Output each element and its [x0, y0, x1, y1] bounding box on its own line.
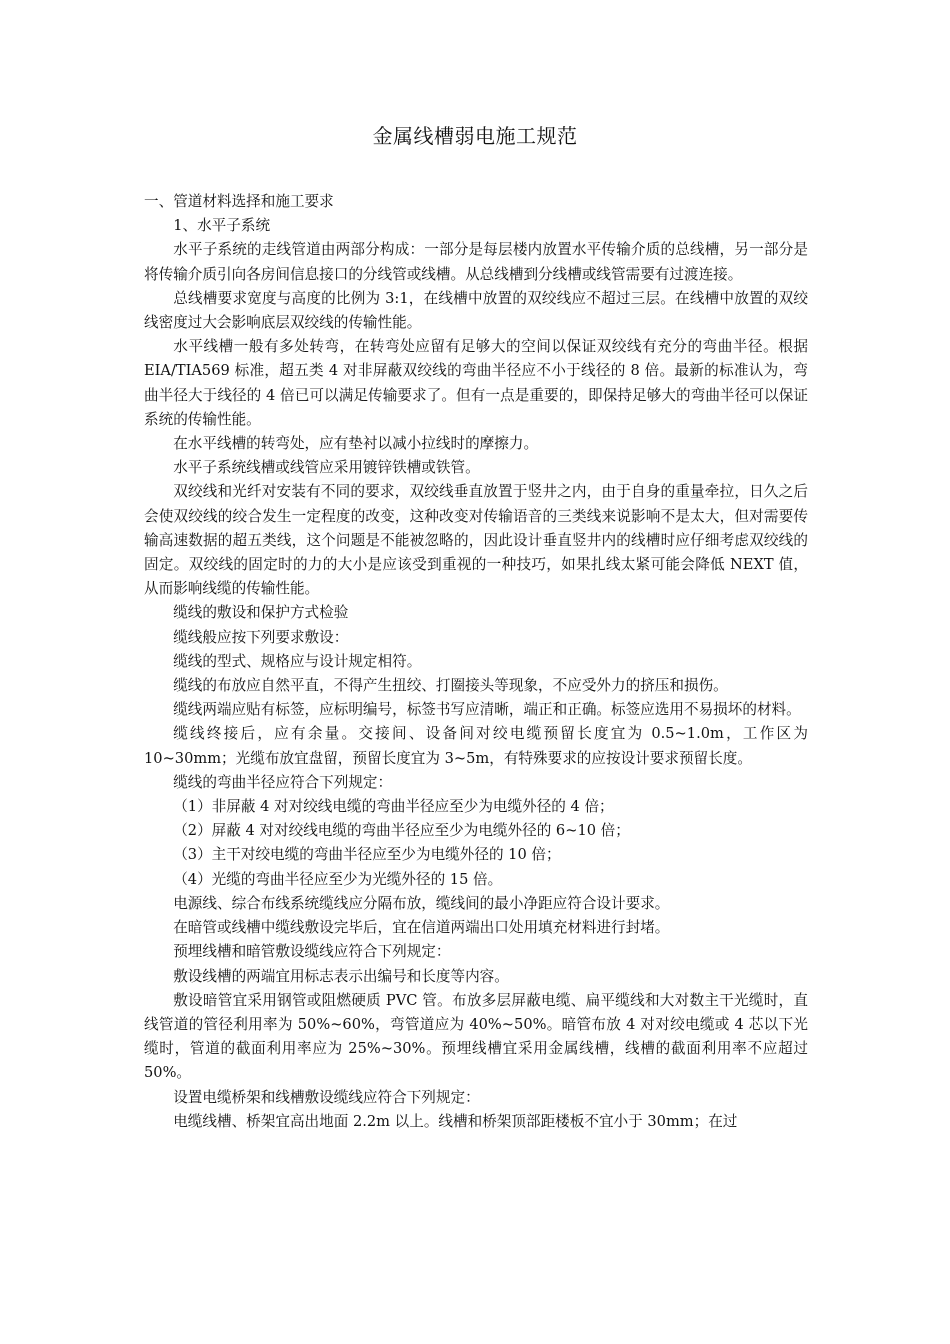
paragraph: 设置电缆桥架和线槽敷设缆线应符合下列规定： — [173, 1088, 480, 1106]
paragraph: 敷设暗管宜采用钢管或阻燃硬质 PVC 管。布放多层屏蔽电缆、扁平缆线和大对数主干光缆时，直线管道的管径利用率为 50%~60%，弯管道应为 40%~50%。暗管布放 4 对对绞电缆或 4 芯以下光缆时，管道的截面利用率应为 25%~30%。预埋线槽宜采用金属线槽，线槽的截面利用率不应超过 50%。 — [144, 991, 808, 1082]
paragraph: 缆线两端应贴有标签，应标明编号，标签书写应清晰，端正和正确。标签应选用不易损坏的材料。 — [173, 701, 801, 719]
paragraph: 缆线的布放应自然平直，不得产生扭绞、打圈接头等现象，不应受外力的挤压和损伤。 — [173, 677, 728, 695]
subsection-heading: 1、水平子系统 — [173, 217, 271, 235]
paragraph: 缆线般应按下列要求敷设： — [173, 628, 349, 646]
paragraph: 在水平线槽的转弯处，应有垫衬以减小拉线时的摩擦力。 — [173, 435, 539, 453]
paragraph: 预埋线槽和暗管敷设缆线应符合下列规定： — [173, 943, 451, 961]
paragraph: 缆线终接后，应有余量。交接间、设备间对绞电缆预留长度宜为 0.5~1.0m，工作区为 10~30mm；光缆布放宜盘留，预留长度宜为 3~5m，有特殊要求的应按设计要求预留长度。 — [144, 725, 808, 767]
paragraph: 电源线、综合布线系统缆线应分隔布放，缆线间的最小净距应符合设计要求。 — [173, 894, 670, 912]
list-item: （3）主干对绞电缆的弯曲半径应至少为电缆外径的 10 倍； — [173, 846, 561, 864]
list-item: （2）屏蔽 4 对对绞线电缆的弯曲半径应至少为电缆外径的 6~10 倍； — [173, 822, 630, 840]
paragraph: 在暗管或线槽中缆线敷设完毕后，宜在信道两端出口处用填充材料进行封堵。 — [173, 919, 670, 937]
paragraph: 缆线的型式、规格应与设计规定相符。 — [173, 652, 422, 670]
document-body — [144, 190, 808, 1134]
paragraph: 水平子系统的走线管道由两部分构成：一部分是每层楼内放置水平传输介质的总线槽，另一部分是将传输介质引向各房间信息接口的分线管或线槽。从总线槽到分线槽或线管需要有过渡连接。 — [144, 241, 808, 283]
paragraph: 总线槽要求宽度与高度的比例为 3:1，在线槽中放置的双绞线应不超过三层。在线槽中放置的双绞线密度过大会影响底层双绞线的传输性能。 — [144, 289, 808, 332]
list-item: （1）非屏蔽 4 对对绞线电缆的弯曲半径应至少为电缆外径的 4 倍； — [173, 798, 614, 816]
list-item: （4）光缆的弯曲半径应至少为光缆外径的 15 倍。 — [173, 870, 503, 888]
paragraph: 缆线的敷设和保护方式检验 — [173, 604, 349, 622]
paragraph: 水平线槽一般有多处转弯，在转弯处应留有足够大的空间以保证双绞线有充分的弯曲半径。根据 EIA/TIA569 标准，超五类 4 对非屏蔽双绞线的弯曲半径应不小于线径的 8 倍。最新的标准认为，弯曲半径大于线径的 4 倍已可以满足传输要求了。但有一点是重要的，即保持足够大的弯曲半径可以保证系统的传输性能。 — [144, 338, 808, 428]
paragraph: 水平子系统线槽或线管应采用镀锌铁槽或铁管。 — [173, 459, 480, 477]
section-heading: 一、管道材料选择和施工要求 — [144, 193, 334, 210]
paragraph: 敷设线槽的两端宜用标志表示出编号和长度等内容。 — [173, 967, 509, 985]
paragraph: 电缆线槽、桥架宜高出地面 2.2m 以上。线槽和桥架顶部距楼板不宜小于 30mm；在过 — [173, 1112, 738, 1130]
document-title: 金属线槽弱电施工规范 — [372, 124, 578, 148]
paragraph: 双绞线和光纤对安装有不同的要求，双绞线垂直放置于竖井之内，由于自身的重量牵拉，日久之后会使双绞线的绞合发生一定程度的改变，这种改变对传输语音的三类线来说影响不是太大，但对需要传输高速数据的超五类线，这个问题是不能被忽略的，因此设计垂直竖井内的线槽时应仔细考虑双绞线的固定。双绞线的固定时的力的大小是应该受到重视的一种技巧，如果扎线太紧可能会降低 NEXT 值，从而影响线缆的传输性能。 — [144, 483, 808, 598]
paragraph: 缆线的弯曲半径应符合下列规定： — [173, 773, 393, 791]
